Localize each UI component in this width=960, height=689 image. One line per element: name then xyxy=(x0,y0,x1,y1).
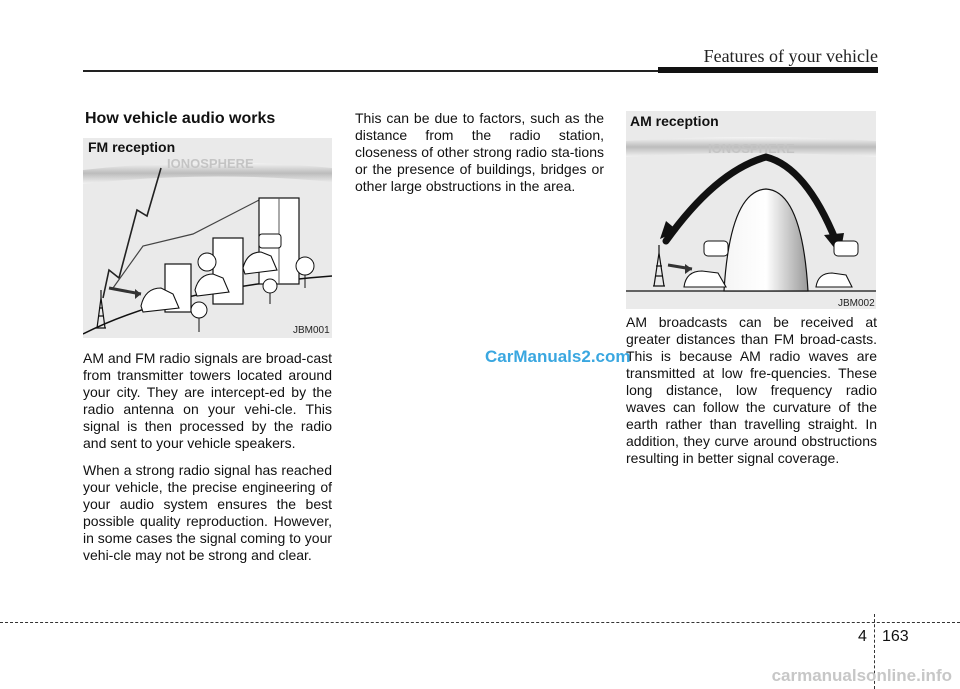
running-header: Features of your vehicle xyxy=(703,46,878,66)
fm-figure-label: FM reception xyxy=(88,139,176,155)
fm-reception-figure xyxy=(83,138,332,338)
watermark: CarManuals2.com xyxy=(485,347,631,366)
fm-illustration xyxy=(83,138,332,338)
footer-rule xyxy=(0,622,960,623)
chapter-number: 4 xyxy=(858,628,867,645)
am-ionosphere-label: IONOSPHERE xyxy=(708,141,795,156)
am-figure-code: JBM002 xyxy=(838,298,875,309)
page-number: 163 xyxy=(882,628,909,645)
am-figure-label: AM reception xyxy=(630,113,719,129)
fm-figure-code: JBM001 xyxy=(293,325,330,336)
am-illustration xyxy=(626,111,876,309)
paragraph-signal-quality: When a strong radio signal has reached your vehicle, the precise engineering of your audio system ensures the best possible quality reproduction. However, in some cases the signal coming to your vehi-cle may not be strong and clear. xyxy=(83,462,333,563)
fm-ionosphere-label: IONOSPHERE xyxy=(167,156,254,171)
paragraph-interference: This can be due to factors, such as the distance from the radio station, closeness of other strong radio sta-tions or the presence of buildings, bridges or other large obstructions in the area. xyxy=(355,110,604,194)
paragraph-intro: AM and FM radio signals are broad-cast from transmitter towers located around your city. They are intercept-ed by the radio antenna on your vehi-cle. This signal is then processed by the radio and sent to your vehicle speakers. xyxy=(83,350,332,451)
header-rule-bold xyxy=(658,67,878,73)
paragraph-am-broadcast: AM broadcasts can be received at greater distances than FM broad-casts. This is because AM radio waves are transmitted at low fre-quencies. These long distance, low frequency radio waves can follow the curvature of the earth rather than travelling straight. In addition, they curve around obstructions resulting in better signal coverage. xyxy=(626,314,877,466)
header-rule xyxy=(83,70,658,72)
footer-site-watermark: carmanualsonline.info xyxy=(771,666,952,685)
am-reception-figure xyxy=(626,111,876,309)
section-title: How vehicle audio works xyxy=(85,110,276,127)
